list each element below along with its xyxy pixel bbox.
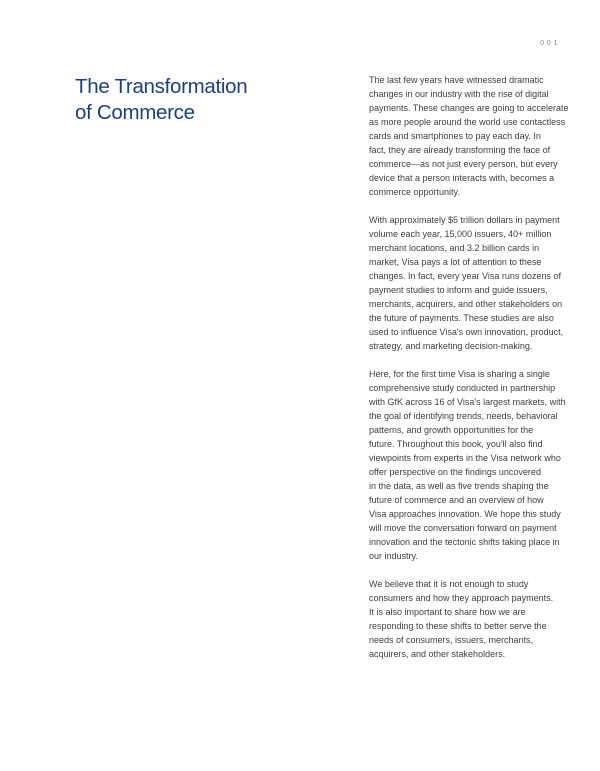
paragraph-line: with GfK across 16 of Visa's largest markets, with <box>369 397 566 407</box>
paragraph-line: our industry. <box>369 551 418 561</box>
paragraph-line: merchants, acquirers, and other stakeholders on <box>369 299 563 309</box>
paragraph-line: acquirers, and other stakeholders. <box>369 649 506 659</box>
body-paragraph <box>369 73 569 199</box>
paragraph-line: as more people around the world use contactless <box>369 117 566 127</box>
paragraph-line: consumers and how they approach payments. <box>369 593 554 603</box>
paragraph-line: innovation and the tectonic shifts taking place in <box>369 537 560 547</box>
paragraph-line: patterns, and growth opportunities for the <box>369 425 534 435</box>
paragraph-line: Here, for the first time Visa is sharing a single <box>369 369 550 379</box>
paragraph-line: cards and smartphones to pay each day. In <box>369 131 541 141</box>
paragraph-line: commerce—as not just every person, but every <box>369 159 558 169</box>
paragraph-line: commerce opportunity. <box>369 187 460 197</box>
paragraph-line: With approximately $5 trillion dollars in payment <box>369 215 560 225</box>
paragraph-line: the goal of identifying trends, needs, behavioral <box>369 411 558 421</box>
title-line: of Commerce <box>75 101 195 124</box>
paragraph-line: used to influence Visa's own innovation, product, <box>369 327 564 337</box>
paragraph-line: device that a person interacts with, becomes a <box>369 173 555 183</box>
paragraph-line: strategy, and marketing decision-making. <box>369 341 533 351</box>
paragraph-line: responding to these shifts to better serve the <box>369 621 547 631</box>
body-paragraph <box>369 213 569 353</box>
paragraph-line: viewpoints from experts in the Visa network who <box>369 453 561 463</box>
paragraph-line: Visa approaches innovation. We hope this study <box>369 509 561 519</box>
paragraph-line: offer perspective on the findings uncovered <box>369 467 541 477</box>
body-text <box>369 73 569 675</box>
paragraph-line: needs of consumers, issuers, merchants, <box>369 635 534 645</box>
paragraph-line: The last few years have witnessed dramatic <box>369 75 544 85</box>
paragraph-line: comprehensive study conducted in partnership <box>369 383 556 393</box>
paragraph-line: fact, they are already transforming the face of <box>369 145 551 155</box>
paragraph-line: will move the conversation forward on payment <box>369 523 557 533</box>
paragraph-line: changes in our industry with the rise of digital <box>369 89 549 99</box>
paragraph-line: It is also important to share how we are <box>369 607 526 617</box>
paragraph-line: volume each year, 15,000 issuers, 40+ million <box>369 229 552 239</box>
body-paragraph <box>369 577 569 661</box>
page-number: 001 <box>539 38 560 47</box>
paragraph-line: payment studies to inform and guide issuers, <box>369 285 548 295</box>
body-paragraph <box>369 367 569 563</box>
paragraph-line: market, Visa pays a lot of attention to these <box>369 257 542 267</box>
paragraph-line: future of commerce and an overview of how <box>369 495 544 505</box>
paragraph-line: changes. In fact, every year Visa runs dozens of <box>369 271 561 281</box>
title-line: The Transformation <box>75 75 248 98</box>
paragraph-line: payments. These changes are going to accelerate <box>369 103 569 113</box>
paragraph-line: the future of payments. These studies are also <box>369 313 554 323</box>
paragraph-line: merchant locations, and 3.2 billion cards in <box>369 243 540 253</box>
page-title <box>75 74 305 126</box>
paragraph-line: future. Throughout this book, you'll also find <box>369 439 543 449</box>
paragraph-line: We believe that it is not enough to study <box>369 579 529 589</box>
paragraph-line: in the data, as well as five trends shaping the <box>369 481 549 491</box>
